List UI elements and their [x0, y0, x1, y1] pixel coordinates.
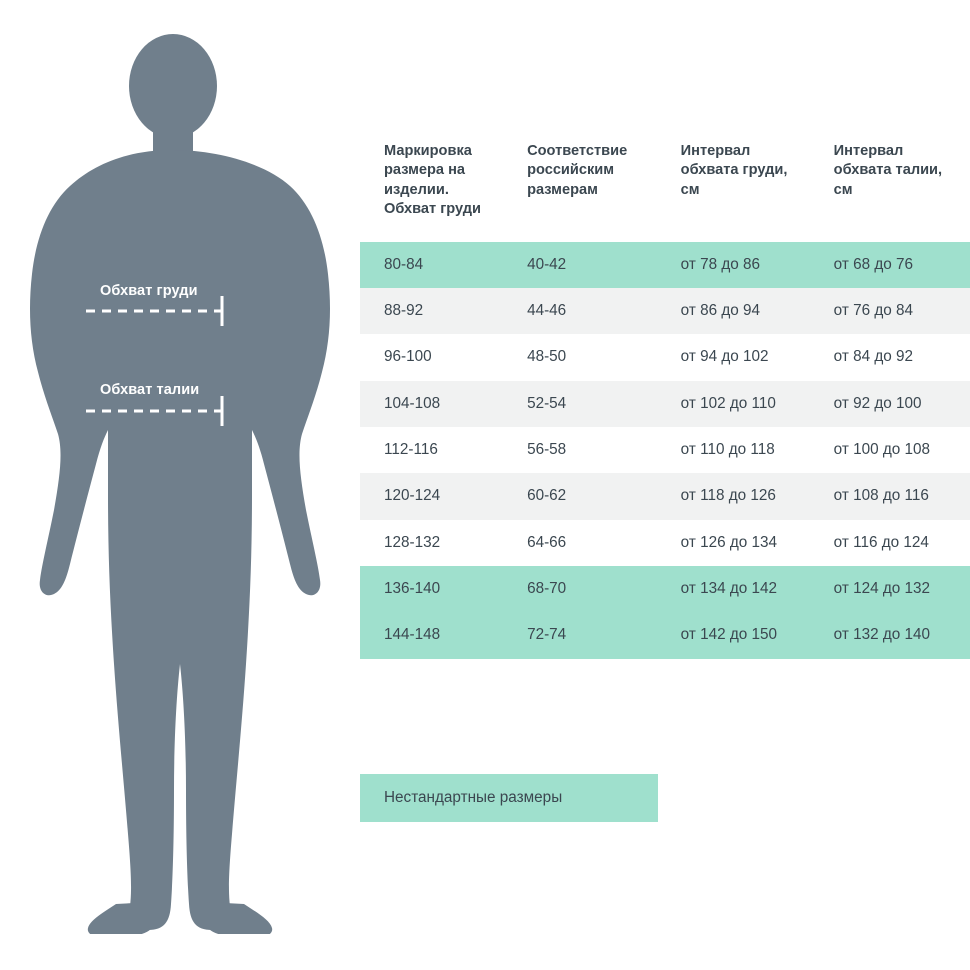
cell-chest-range: от 118 до 126 [657, 473, 810, 519]
table-row [360, 334, 970, 380]
cell-russian-size: 40-42 [503, 242, 657, 288]
column-header-waist-range: Интервал обхвата талии, см [810, 140, 970, 242]
cell-chest-range: от 86 до 94 [657, 288, 810, 334]
cell-waist-range: от 132 до 140 [810, 612, 970, 658]
cell-chest-range: от 110 до 118 [657, 427, 810, 473]
cell-marking: 120-124 [360, 473, 503, 519]
table-header-row [360, 140, 970, 242]
table-row [360, 381, 970, 427]
size-table-body [360, 242, 970, 659]
cell-russian-size: 52-54 [503, 381, 657, 427]
column-header-chest-range: Интервал обхвата груди, см [657, 140, 810, 242]
cell-chest-range: от 126 до 134 [657, 520, 810, 566]
cell-waist-range: от 84 до 92 [810, 334, 970, 380]
cell-russian-size: 48-50 [503, 334, 657, 380]
nonstandard-sizes-label: Нестандартные размеры [384, 789, 563, 806]
cell-waist-range: от 100 до 108 [810, 427, 970, 473]
table-row [360, 566, 970, 612]
chest-measure-label: Обхват груди [100, 283, 198, 299]
nonstandard-sizes-note [360, 774, 658, 822]
size-table-head [360, 140, 970, 242]
cell-marking: 88-92 [360, 288, 503, 334]
cell-marking: 144-148 [360, 612, 503, 658]
cell-marking: 136-140 [360, 566, 503, 612]
table-row [360, 612, 970, 658]
cell-waist-range: от 116 до 124 [810, 520, 970, 566]
cell-waist-range: от 124 до 132 [810, 566, 970, 612]
cell-russian-size: 44-46 [503, 288, 657, 334]
cell-chest-range: от 78 до 86 [657, 242, 810, 288]
cell-marking: 96-100 [360, 334, 503, 380]
cell-waist-range: от 76 до 84 [810, 288, 970, 334]
cell-marking: 104-108 [360, 381, 503, 427]
figure-panel [0, 0, 350, 970]
table-row [360, 427, 970, 473]
cell-chest-range: от 102 до 110 [657, 381, 810, 427]
cell-waist-range: от 92 до 100 [810, 381, 970, 427]
cell-russian-size: 60-62 [503, 473, 657, 519]
cell-waist-range: от 108 до 116 [810, 473, 970, 519]
cell-waist-range: от 68 до 76 [810, 242, 970, 288]
table-row [360, 242, 970, 288]
size-table [360, 140, 970, 659]
cell-marking: 112-116 [360, 427, 503, 473]
male-body-silhouette-icon [8, 24, 338, 934]
table-row [360, 473, 970, 519]
cell-marking: 80-84 [360, 242, 503, 288]
cell-chest-range: от 94 до 102 [657, 334, 810, 380]
waist-measure-label: Обхват талии [100, 382, 200, 398]
cell-russian-size: 68-70 [503, 566, 657, 612]
cell-russian-size: 64-66 [503, 520, 657, 566]
table-row [360, 288, 970, 334]
column-header-marking: Маркировка размера на изделии. Обхват груди [360, 140, 503, 242]
cell-chest-range: от 134 до 142 [657, 566, 810, 612]
table-row [360, 520, 970, 566]
cell-russian-size: 72-74 [503, 612, 657, 658]
cell-russian-size: 56-58 [503, 427, 657, 473]
cell-chest-range: от 142 до 150 [657, 612, 810, 658]
cell-marking: 128-132 [360, 520, 503, 566]
column-header-russian-size: Соответствие российским размерам [503, 140, 657, 242]
